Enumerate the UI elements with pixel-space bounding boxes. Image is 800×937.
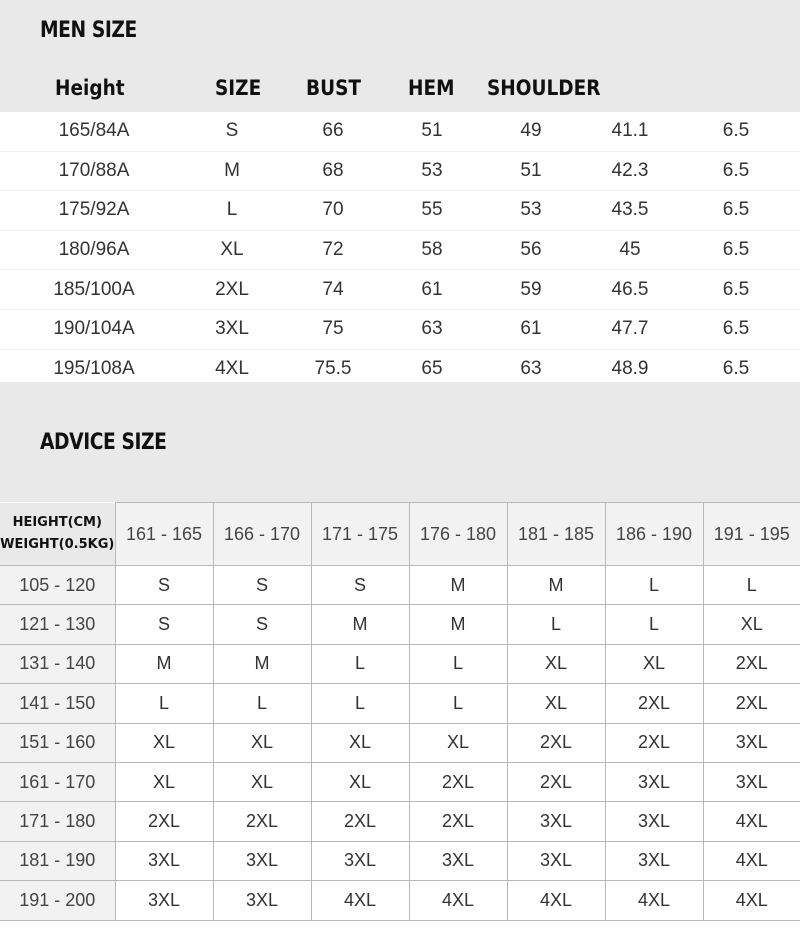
advice-size-cell: 2XL	[409, 762, 507, 801]
men-size-row	[0, 230, 800, 270]
advice-size-cell: M	[115, 644, 213, 683]
advice-header-row	[0, 503, 800, 566]
men-size-cell: 46.5	[588, 270, 672, 310]
advice-size-cell: XL	[213, 723, 311, 762]
men-size-cell: XL	[188, 230, 276, 270]
men-header-hem: HEM	[408, 76, 455, 100]
men-size-cell: 74	[276, 270, 390, 310]
advice-size-cell: 4XL	[703, 841, 800, 880]
height-range-header: 166 - 170	[213, 503, 311, 566]
advice-size-cell: S	[115, 566, 213, 605]
advice-size-title: ADVICE SIZE	[40, 430, 167, 455]
men-size-cell: 63	[390, 309, 474, 349]
men-size-cell: 180/96A	[0, 230, 188, 270]
men-size-row	[0, 309, 800, 349]
advice-size-cell: 2XL	[507, 723, 605, 762]
advice-size-cell: S	[213, 566, 311, 605]
advice-size-cell: L	[213, 684, 311, 723]
weight-range-header: 181 - 190	[0, 841, 115, 880]
men-size-cell: 59	[474, 270, 588, 310]
height-range-header: 176 - 180	[409, 503, 507, 566]
advice-size-cell: M	[409, 605, 507, 644]
advice-size-cell: 3XL	[213, 841, 311, 880]
weight-range-header: 191 - 200	[0, 881, 115, 920]
advice-size-row	[0, 762, 800, 801]
advice-size-cell: XL	[115, 723, 213, 762]
advice-size-row	[0, 644, 800, 683]
advice-size-table	[0, 502, 800, 921]
advice-size-cell: L	[703, 566, 800, 605]
men-size-cell: 51	[390, 112, 474, 151]
advice-size-cell: 2XL	[213, 802, 311, 841]
height-range-header: 161 - 165	[115, 503, 213, 566]
weight-range-header: 141 - 150	[0, 684, 115, 723]
men-size-cell: 66	[276, 112, 390, 151]
men-size-cell: L	[188, 191, 276, 231]
men-size-cell: 61	[390, 270, 474, 310]
advice-size-cell: XL	[213, 762, 311, 801]
men-size-cell: 42.3	[588, 151, 672, 191]
weight-range-header: 161 - 170	[0, 762, 115, 801]
advice-size-cell: L	[605, 605, 703, 644]
advice-size-cell: 3XL	[507, 802, 605, 841]
advice-size-row	[0, 802, 800, 841]
men-size-cell: 6.5	[672, 112, 800, 151]
advice-size-cell: 4XL	[507, 881, 605, 920]
men-size-cell: 75	[276, 309, 390, 349]
men-size-cell: S	[188, 112, 276, 151]
weight-range-header: 105 - 120	[0, 566, 115, 605]
weight-range-header: 171 - 180	[0, 802, 115, 841]
advice-size-cell: 2XL	[703, 684, 800, 723]
men-size-cell: 70	[276, 191, 390, 231]
men-size-cell: 55	[390, 191, 474, 231]
men-size-cell: 53	[390, 151, 474, 191]
men-size-cell: 68	[276, 151, 390, 191]
men-size-cell: 185/100A	[0, 270, 188, 310]
men-size-cell: 45	[588, 230, 672, 270]
advice-size-row	[0, 605, 800, 644]
advice-size-cell: 2XL	[507, 762, 605, 801]
men-size-cell: 2XL	[188, 270, 276, 310]
men-size-cell: M	[188, 151, 276, 191]
men-size-cell: 175/92A	[0, 191, 188, 231]
men-size-cell: 6.5	[672, 191, 800, 231]
men-header-size: SIZE	[215, 76, 262, 100]
advice-size-row	[0, 881, 800, 920]
height-range-header: 171 - 175	[311, 503, 409, 566]
advice-size-cell: 3XL	[605, 802, 703, 841]
corner-header	[0, 503, 115, 566]
weight-range-header: 121 - 130	[0, 605, 115, 644]
advice-size-cell: 3XL	[605, 841, 703, 880]
men-header-bust: BUST	[306, 76, 362, 100]
advice-size-cell: 2XL	[703, 644, 800, 683]
advice-size-cell: 3XL	[703, 762, 800, 801]
advice-size-cell: 2XL	[311, 802, 409, 841]
advice-size-cell: L	[507, 605, 605, 644]
advice-size-cell: 4XL	[703, 802, 800, 841]
men-header-shoulder: SHOULDER	[487, 76, 601, 100]
men-size-row	[0, 151, 800, 191]
advice-size-cell: L	[311, 644, 409, 683]
men-header-height: Height	[55, 76, 125, 100]
advice-size-cell: 2XL	[605, 723, 703, 762]
men-size-cell: 190/104A	[0, 309, 188, 349]
men-size-cell: 43.5	[588, 191, 672, 231]
advice-size-cell: 3XL	[703, 723, 800, 762]
men-size-cell: 6.5	[672, 230, 800, 270]
men-size-cell: 3XL	[188, 309, 276, 349]
advice-size-cell: S	[311, 566, 409, 605]
advice-size-cell: 3XL	[213, 881, 311, 920]
men-size-cell: 51	[474, 151, 588, 191]
advice-size-cell: 3XL	[311, 841, 409, 880]
advice-size-cell: L	[115, 684, 213, 723]
men-size-cell: 6.5	[672, 270, 800, 310]
height-range-header: 191 - 195	[703, 503, 800, 566]
advice-size-cell: 3XL	[409, 841, 507, 880]
advice-size-cell: L	[311, 684, 409, 723]
advice-size-cell: 4XL	[409, 881, 507, 920]
men-size-cell: 56	[474, 230, 588, 270]
advice-size-cell: 3XL	[605, 762, 703, 801]
advice-size-cell: 2XL	[409, 802, 507, 841]
men-size-cell: 4XL	[215, 357, 249, 379]
advice-size-cell: XL	[115, 762, 213, 801]
advice-size-cell: XL	[409, 723, 507, 762]
men-size-cell: 48.9	[611, 357, 649, 379]
advice-size-cell: XL	[507, 684, 605, 723]
advice-size-cell: XL	[605, 644, 703, 683]
advice-size-cell: 2XL	[605, 684, 703, 723]
advice-size-cell: XL	[311, 762, 409, 801]
advice-size-cell: 2XL	[115, 802, 213, 841]
men-size-cell: 49	[474, 112, 588, 151]
advice-size-cell: S	[213, 605, 311, 644]
weight-range-header: 151 - 160	[0, 723, 115, 762]
men-size-cell: 53	[474, 191, 588, 231]
advice-size-cell: 4XL	[703, 881, 800, 920]
advice-size-row	[0, 841, 800, 880]
men-size-cell: 75.5	[314, 357, 352, 379]
advice-size-cell: S	[115, 605, 213, 644]
men-size-title: MEN SIZE	[40, 18, 137, 43]
advice-size-row	[0, 684, 800, 723]
advice-size-row	[0, 723, 800, 762]
advice-size-cell: 3XL	[115, 881, 213, 920]
men-size-cell: 63	[520, 357, 542, 379]
advice-size-cell: XL	[507, 644, 605, 683]
advice-size-cell: M	[409, 566, 507, 605]
men-size-cell: 58	[390, 230, 474, 270]
height-range-header: 181 - 185	[507, 503, 605, 566]
advice-size-cell: M	[213, 644, 311, 683]
weight-kg-label: WEIGHT(0.5KG)	[0, 536, 115, 552]
men-size-cell: 72	[276, 230, 390, 270]
height-range-header: 186 - 190	[605, 503, 703, 566]
advice-size-cell: XL	[703, 605, 800, 644]
advice-size-cell: M	[507, 566, 605, 605]
men-size-cell: 170/88A	[0, 151, 188, 191]
height-cm-label: HEIGHT(CM)	[12, 514, 102, 530]
advice-size-cell: 4XL	[605, 881, 703, 920]
men-size-cell: 195/108A	[53, 357, 135, 379]
advice-size-cell: L	[605, 566, 703, 605]
men-size-row	[0, 191, 800, 231]
advice-size-cell: XL	[311, 723, 409, 762]
men-size-cell: 6.5	[672, 151, 800, 191]
men-size-cell: 41.1	[588, 112, 672, 151]
men-size-row	[0, 112, 800, 151]
men-size-row	[0, 270, 800, 310]
men-size-cell: 6.5	[672, 309, 800, 349]
advice-size-cell: 4XL	[311, 881, 409, 920]
advice-size-cell: 3XL	[507, 841, 605, 880]
advice-size-cell: M	[311, 605, 409, 644]
advice-size-row	[0, 566, 800, 605]
men-size-table	[0, 112, 800, 388]
advice-size-cell: L	[409, 644, 507, 683]
men-size-cell: 6.5	[722, 357, 750, 379]
men-size-cell: 165/84A	[0, 112, 188, 151]
men-size-cell: 47.7	[588, 309, 672, 349]
advice-size-cell: L	[409, 684, 507, 723]
weight-range-header: 131 - 140	[0, 644, 115, 683]
men-size-cell: 61	[474, 309, 588, 349]
men-size-cell: 65	[421, 357, 443, 379]
advice-size-cell: 3XL	[115, 841, 213, 880]
